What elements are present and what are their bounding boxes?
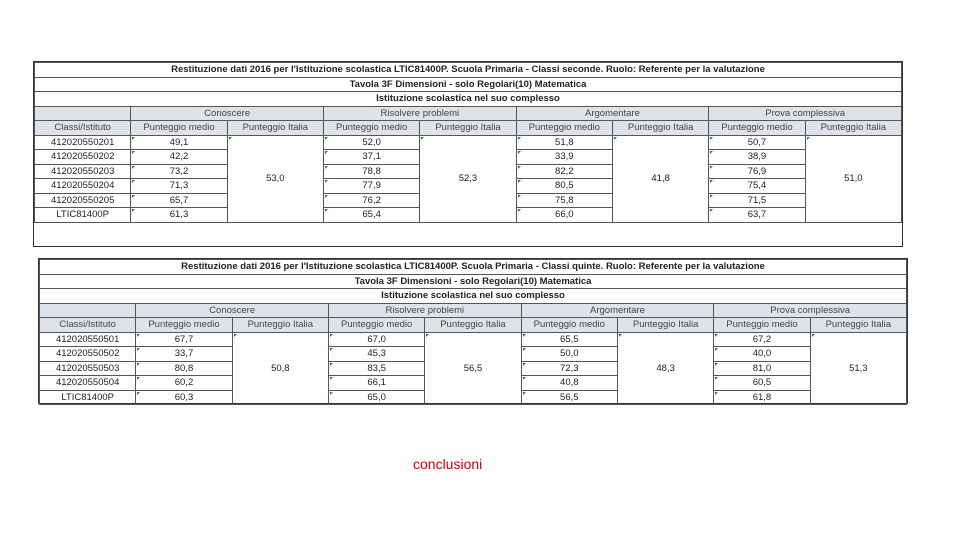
punteggio-medio: 67,0 — [328, 332, 424, 347]
class-code: 412020550504 — [40, 376, 136, 391]
punteggio-medio: 60,5 — [714, 376, 810, 391]
punteggio-medio: 33,7 — [136, 347, 232, 362]
data-table — [34, 62, 902, 223]
punteggio-medio: 80,5 — [516, 179, 612, 194]
punteggio-medio: 67,2 — [714, 332, 810, 347]
punteggio-medio: 76,2 — [323, 193, 419, 208]
punteggio-medio: 67,7 — [136, 332, 232, 347]
punteggio-medio: 82,2 — [516, 164, 612, 179]
column-header: Punteggio Italia — [617, 318, 713, 333]
punteggio-medio: 38,9 — [709, 150, 805, 165]
punteggio-medio: 77,9 — [323, 179, 419, 194]
punteggio-medio: 65,4 — [323, 208, 419, 223]
group-header: Risolvere problemi — [328, 303, 521, 318]
punteggio-italia: 52,3 — [420, 135, 516, 222]
punteggio-medio: 66,0 — [516, 208, 612, 223]
class-code: 412020550204 — [35, 179, 131, 194]
punteggio-italia: 41,8 — [612, 135, 708, 222]
group-header: Conoscere — [131, 106, 324, 121]
class-code: LTIC81400P — [40, 390, 136, 405]
punteggio-medio: 71,5 — [709, 193, 805, 208]
punteggio-medio: 60,3 — [136, 390, 232, 405]
group-header: Argomentare — [521, 303, 714, 318]
punteggio-medio: 51,8 — [516, 135, 612, 150]
punteggio-italia: 51,3 — [810, 332, 906, 405]
group-header: Conoscere — [136, 303, 329, 318]
punteggio-medio: 61,8 — [714, 390, 810, 405]
punteggio-medio: 65,5 — [521, 332, 617, 347]
table-title: Restituzione dati 2016 per l'Istituzione scolastica LTIC81400P. Scuola Primaria - Classi quinte. Ruolo: Referente per la valutazione — [40, 260, 907, 275]
punteggio-medio: 56,5 — [521, 390, 617, 405]
punteggio-medio: 33,9 — [516, 150, 612, 165]
punteggio-medio: 65,0 — [328, 390, 424, 405]
punteggio-medio: 83,5 — [328, 361, 424, 376]
table-subtitle: Tavola 3F Dimensioni - solo Regolari(10) Matematica — [35, 77, 902, 92]
punteggio-medio: 50,0 — [521, 347, 617, 362]
punteggio-medio: 63,7 — [709, 208, 805, 223]
table-subtitle: Tavola 3F Dimensioni - solo Regolari(10) Matematica — [40, 274, 907, 289]
table-scope: Istituzione scolastica nel suo complesso — [40, 289, 907, 304]
punteggio-italia: 53,0 — [227, 135, 323, 222]
group-header-empty — [35, 106, 131, 121]
punteggio-medio: 76,9 — [709, 164, 805, 179]
data-table — [39, 259, 907, 405]
group-header-empty — [40, 303, 136, 318]
punteggio-medio: 75,8 — [516, 193, 612, 208]
punteggio-medio: 40,0 — [714, 347, 810, 362]
table-row — [35, 135, 902, 150]
punteggio-medio: 61,3 — [131, 208, 227, 223]
punteggio-medio: 42,2 — [131, 150, 227, 165]
column-header: Punteggio medio — [714, 318, 810, 333]
column-header: Punteggio Italia — [232, 318, 328, 333]
class-code: 412020550205 — [35, 193, 131, 208]
column-header: Punteggio medio — [131, 121, 227, 136]
punteggio-medio: 75,4 — [709, 179, 805, 194]
punteggio-medio: 60,2 — [136, 376, 232, 391]
punteggio-medio: 66,1 — [328, 376, 424, 391]
table-title: Restituzione dati 2016 per l'Istituzione scolastica LTIC81400P. Scuola Primaria - Classi seconde. Ruolo: Referente per la valutazione — [35, 63, 902, 78]
table-scope: Istituzione scolastica nel suo complesso — [35, 92, 902, 107]
column-header: Punteggio medio — [136, 318, 232, 333]
punteggio-medio: 50,7 — [709, 135, 805, 150]
column-header: Classi/Istituto — [40, 318, 136, 333]
punteggio-medio: 52,0 — [323, 135, 419, 150]
column-header: Punteggio Italia — [805, 121, 901, 136]
punteggio-medio: 65,7 — [131, 193, 227, 208]
column-header: Punteggio medio — [709, 121, 805, 136]
class-code: LTIC81400P — [35, 208, 131, 223]
punteggio-italia: 48,3 — [617, 332, 713, 405]
punteggio-medio: 81,0 — [714, 361, 810, 376]
results-table-classi-seconde — [33, 61, 903, 247]
results-table-classi-quinte — [38, 258, 908, 404]
column-header: Punteggio Italia — [425, 318, 521, 333]
punteggio-medio: 78,8 — [323, 164, 419, 179]
punteggio-medio: 49,1 — [131, 135, 227, 150]
group-header: Prova complessiva — [714, 303, 907, 318]
column-header: Punteggio Italia — [227, 121, 323, 136]
class-code: 412020550502 — [40, 347, 136, 362]
group-header: Argomentare — [516, 106, 709, 121]
column-header: Punteggio Italia — [810, 318, 906, 333]
punteggio-italia: 56,5 — [425, 332, 521, 405]
punteggio-medio: 37,1 — [323, 150, 419, 165]
conclusions-heading: conclusioni — [413, 456, 483, 472]
column-header: Punteggio Italia — [420, 121, 516, 136]
punteggio-medio: 72,3 — [521, 361, 617, 376]
punteggio-italia: 50,8 — [232, 332, 328, 405]
class-code: 412020550203 — [35, 164, 131, 179]
table-row — [40, 332, 907, 347]
group-header: Prova complessiva — [709, 106, 902, 121]
class-code: 412020550201 — [35, 135, 131, 150]
column-header: Punteggio medio — [328, 318, 424, 333]
class-code: 412020550503 — [40, 361, 136, 376]
punteggio-medio: 45,3 — [328, 347, 424, 362]
punteggio-medio: 80,8 — [136, 361, 232, 376]
punteggio-medio: 71,3 — [131, 179, 227, 194]
class-code: 412020550202 — [35, 150, 131, 165]
column-header: Punteggio Italia — [612, 121, 708, 136]
punteggio-medio: 73,2 — [131, 164, 227, 179]
punteggio-medio: 40,8 — [521, 376, 617, 391]
column-header: Punteggio medio — [323, 121, 419, 136]
class-code: 412020550501 — [40, 332, 136, 347]
column-header: Punteggio medio — [521, 318, 617, 333]
group-header: Risolvere problemi — [323, 106, 516, 121]
column-header: Punteggio medio — [516, 121, 612, 136]
column-header: Classi/Istituto — [35, 121, 131, 136]
punteggio-italia: 51,0 — [805, 135, 901, 222]
